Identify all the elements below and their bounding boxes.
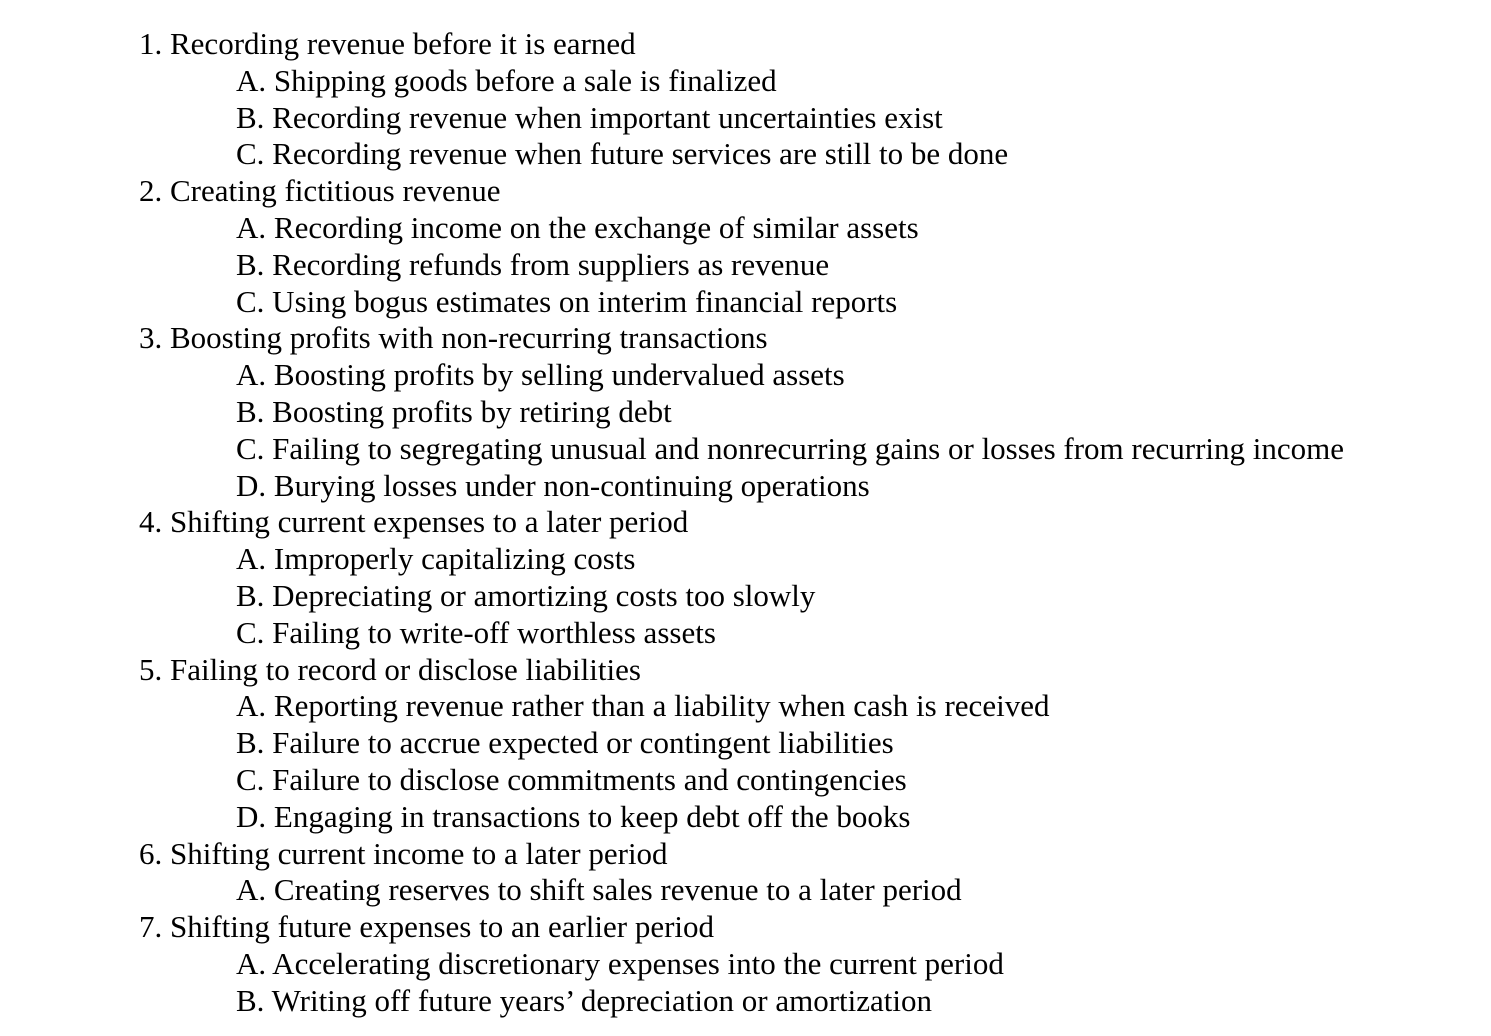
outline-subitem-5d: D. Engaging in transactions to keep debt off the books: [236, 798, 911, 834]
outline-subitem-4b: B. Depreciating or amortizing costs too slowly: [236, 577, 816, 613]
outline-item-4: 4. Shifting current expenses to a later period: [139, 504, 689, 540]
outline-subitem-4c: C. Failing to write-off worthless assets: [236, 614, 716, 650]
outline-item-7: 7. Shifting future expenses to an earlier period: [139, 909, 715, 945]
outline-item-5: 5. Failing to record or disclose liabilities: [139, 651, 641, 687]
outline-subitem-7a: A. Accelerating discretionary expenses into the current period: [236, 945, 1004, 981]
outline-subitem-4a: A. Improperly capitalizing costs: [236, 541, 636, 577]
outline-subitem-3c: C. Failing to segregating unusual and nonrecurring gains or losses from recurring income: [236, 430, 1344, 466]
outline-item-1: 1. Recording revenue before it is earned: [139, 26, 636, 61]
document-outline: [0, 26, 1491, 1020]
outline-subitem-3b: B. Boosting profits by retiring debt: [236, 393, 672, 429]
outline-item-6: 6. Shifting current income to a later period: [139, 835, 668, 871]
outline-subitem-3d: D. Burying losses under non-continuing operations: [236, 467, 870, 503]
outline-subitem-2a: A. Recording income on the exchange of similar assets: [236, 209, 919, 245]
outline-subitem-2c: C. Using bogus estimates on interim financial reports: [236, 283, 898, 319]
outline-subitem-5c: C. Failure to disclose commitments and contingencies: [236, 761, 907, 797]
outline-subitem-5a: A. Reporting revenue rather than a liability when cash is received: [236, 688, 1050, 724]
outline-subitem-5b: B. Failure to accrue expected or contingent liabilities: [236, 725, 894, 761]
outline-subitem-1a: A. Shipping goods before a sale is finalized: [236, 62, 777, 98]
outline-subitem-7b: B. Writing off future years’ depreciation or amortization: [236, 982, 933, 1018]
outline-subitem-1c: C. Recording revenue when future services are still to be done: [236, 136, 1009, 172]
outline-subitem-6a: A. Creating reserves to shift sales revenue to a later period: [236, 872, 962, 908]
outline-item-3: 3. Boosting profits with non-recurring transactions: [139, 320, 768, 356]
outline-subitem-1b: B. Recording revenue when important uncertainties exist: [236, 99, 943, 135]
outline-subitem-2b: B. Recording refunds from suppliers as revenue: [236, 246, 830, 282]
outline-item-2: 2. Creating fictitious revenue: [139, 173, 501, 209]
outline-subitem-3a: A. Boosting profits by selling undervalued assets: [236, 357, 845, 393]
